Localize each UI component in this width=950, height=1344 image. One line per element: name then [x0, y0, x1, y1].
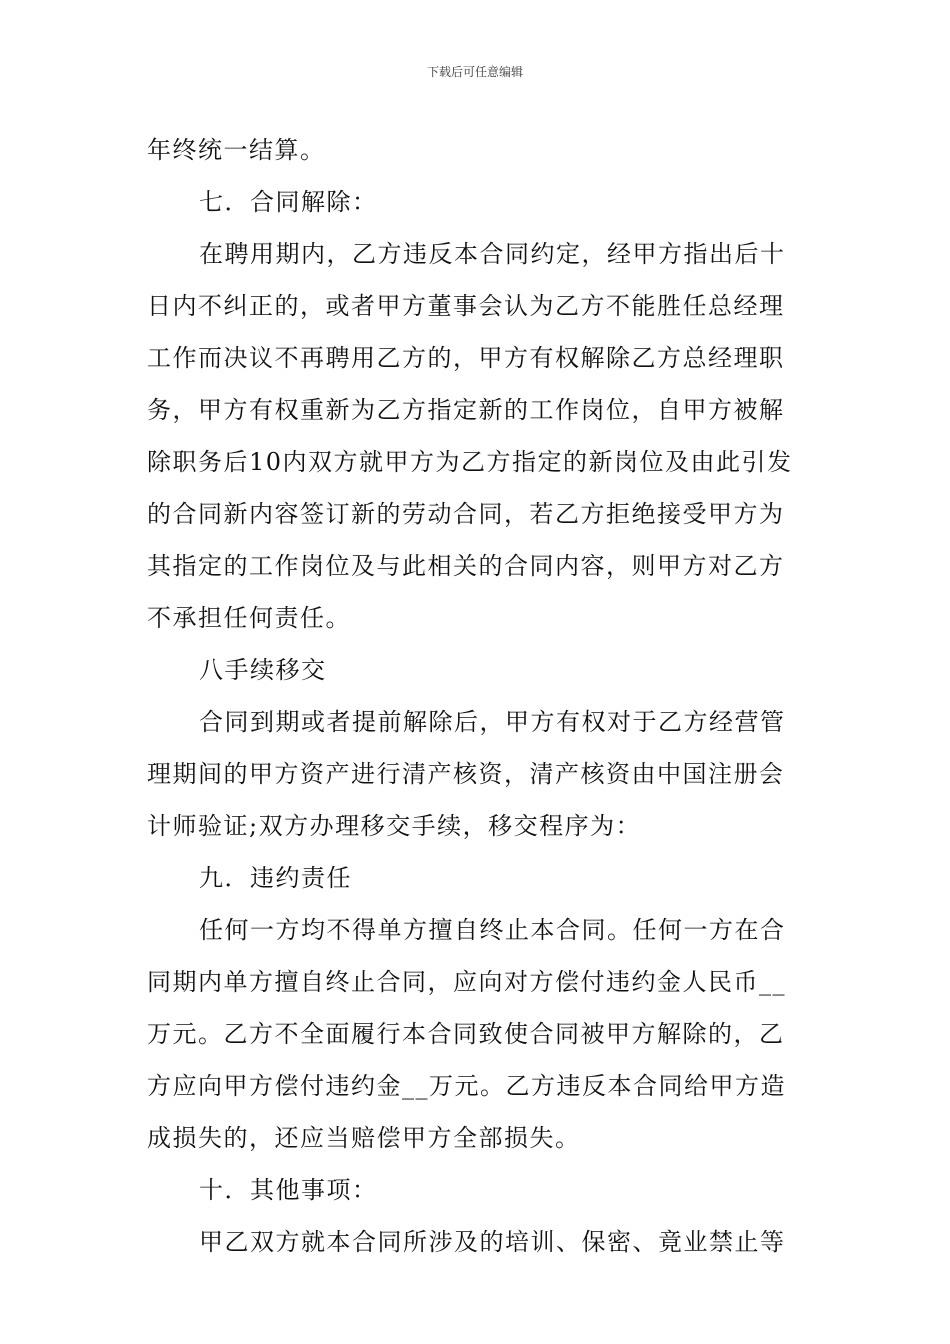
text-line: 计师验证;双方办理移交手续，移交程序为： — [147, 812, 642, 840]
text-line: 工作而决议不再聘用乙方的，甲方有权解除乙方总经理职 — [147, 344, 785, 372]
section-heading: 七．合同解除： — [199, 188, 378, 216]
text-line: 的合同新内容签订新的劳动合同，若乙方拒绝接受甲方为 — [147, 500, 785, 528]
text-line: 万元。乙方不全面履行本合同致使合同被甲方解除的，乙 — [147, 1020, 785, 1048]
text-line: 方应向甲方偿付违约金__万元。乙方违反本合同给甲方造 — [147, 1072, 786, 1100]
text-line: 同期内单方擅自终止合同，应向对方偿付违约金人民币__ — [147, 968, 786, 996]
text-line: 成损失的，还应当赔偿甲方全部损失。 — [147, 1124, 581, 1152]
text-line: 日内不纠正的，或者甲方董事会认为乙方不能胜任总经理 — [147, 292, 785, 320]
text-line: 务，甲方有权重新为乙方指定新的工作岗位，自甲方被解 — [147, 396, 785, 424]
section-heading: 八手续移交 — [199, 656, 327, 684]
section-heading: 十．其他事项： — [199, 1176, 378, 1204]
text-line: 不承担任何责任。 — [147, 604, 351, 632]
text-line: 除职务后10内双方就甲方为乙方指定的新岗位及由此引发 — [147, 448, 793, 476]
text-line: 年终统一结算。 — [147, 136, 326, 164]
document-body — [147, 124, 809, 1268]
text-line: 其指定的工作岗位及与此相关的合同内容，则甲方对乙方 — [147, 552, 785, 580]
text-line: 在聘用期内，乙方违反本合同约定，经甲方指出后十 — [199, 240, 786, 268]
text-line: 理期间的甲方资产进行清产核资，清产核资由中国注册会 — [147, 760, 785, 788]
section-heading: 九．违约责任 — [199, 864, 352, 892]
text-line: 甲乙双方就本合同所涉及的培训、保密、竟业禁止等 — [199, 1228, 786, 1256]
text-line: 合同到期或者提前解除后，甲方有权对于乙方经营管 — [199, 708, 786, 736]
page-header: 下载后可任意编辑 — [426, 65, 523, 79]
text-line: 任何一方均不得单方擅自终止本合同。任何一方在合 — [199, 916, 786, 944]
